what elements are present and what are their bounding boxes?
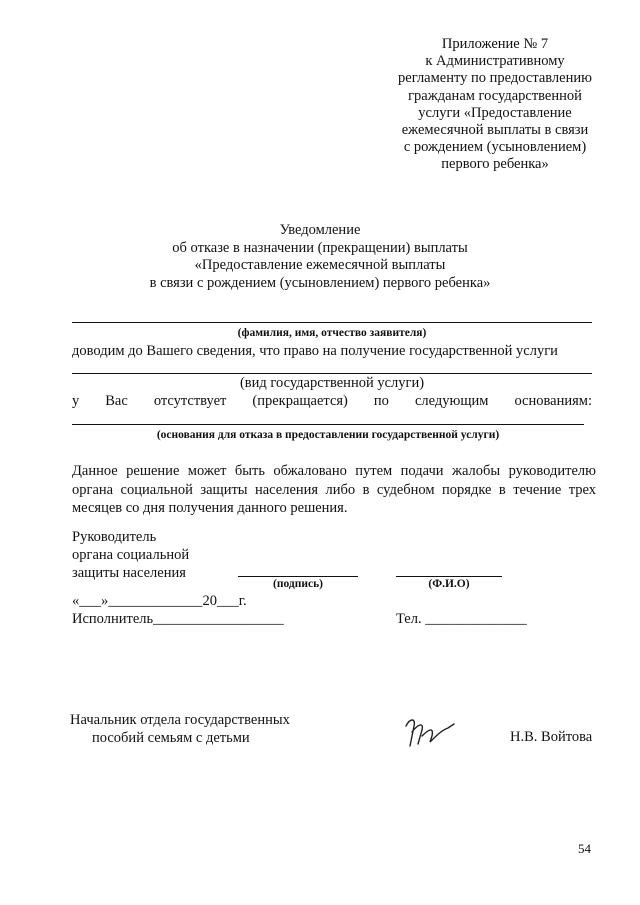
appeal-paragraph: Данное решение может быть обжаловано путем подачи жалобы руководителю органа социальной защиты населения либо в судебном порядке в течение трех месяцев со дня получения данного решения. [72,463,596,516]
signer-name: Н.В. Войтова [510,729,593,745]
appendix-line: с рождением (усыновлением) [403,139,587,156]
head-line: Руководитель [72,529,157,545]
appendix-line: регламенту по предоставлению [398,70,592,87]
executor-line: Исполнитель__________________ [72,611,284,627]
handwritten-signature [402,712,458,752]
signature-line [238,576,358,577]
footer-position [70,711,290,747]
reasons-word: отсутствует [153,393,227,409]
title-line: об отказе в назначении (прекращении) выплаты [172,239,468,256]
applicant-name-line [72,322,592,323]
appendix-line: к Административному [425,53,565,70]
reasons-word: (прекращается) [252,393,348,409]
position-line: Начальник отдела государственных [70,712,290,728]
service-caption: (вид государственной услуги) [239,375,425,391]
reasons-word: по [373,393,389,409]
reasons-word: у [72,393,80,409]
title-line: «Предоставление ежемесячной выплаты [194,257,446,273]
document-title [120,222,520,292]
head-block [72,528,189,582]
reasons-word: следующим [414,393,489,409]
position-line: пособий семьям с детьми [92,730,250,746]
phone-line: Тел. ______________ [396,611,527,627]
title-line: Уведомление [279,222,361,238]
reasons-intro [72,393,592,410]
appendix-line: ежемесячной выплаты в связи [401,122,589,139]
reasons-line [72,424,584,425]
service-line [72,373,592,374]
reasons-caption: (основания для отказа в предоставлении государственной услуги) [156,429,500,441]
reasons-word: Вас [105,393,128,409]
signature-caption: (подпись) [273,578,323,590]
page-number: 54 [578,841,591,856]
appendix-line: первого ребенка» [441,156,549,173]
date-line: «___»_____________20___г. [72,593,247,609]
appendix-line: гражданам государственной [408,87,582,104]
head-line: органа социальной [72,547,190,563]
inform-line: доводим до Вашего сведения, что право на получение государственной услуги [72,343,558,359]
head-line: защиты населения [72,565,186,581]
reasons-word: основаниям: [514,393,592,409]
appendix-line: Приложение № 7 [441,36,549,52]
applicant-caption: (фамилия, имя, отчество заявителя) [237,327,427,339]
appendix-line: услуги «Предоставление [418,104,572,121]
fio-line [396,576,502,577]
appendix-header [375,36,615,174]
title-line: в связи с рождением (усыновлением) первого ребенка» [149,274,491,291]
fio-caption: (Ф.И.О) [428,578,470,590]
